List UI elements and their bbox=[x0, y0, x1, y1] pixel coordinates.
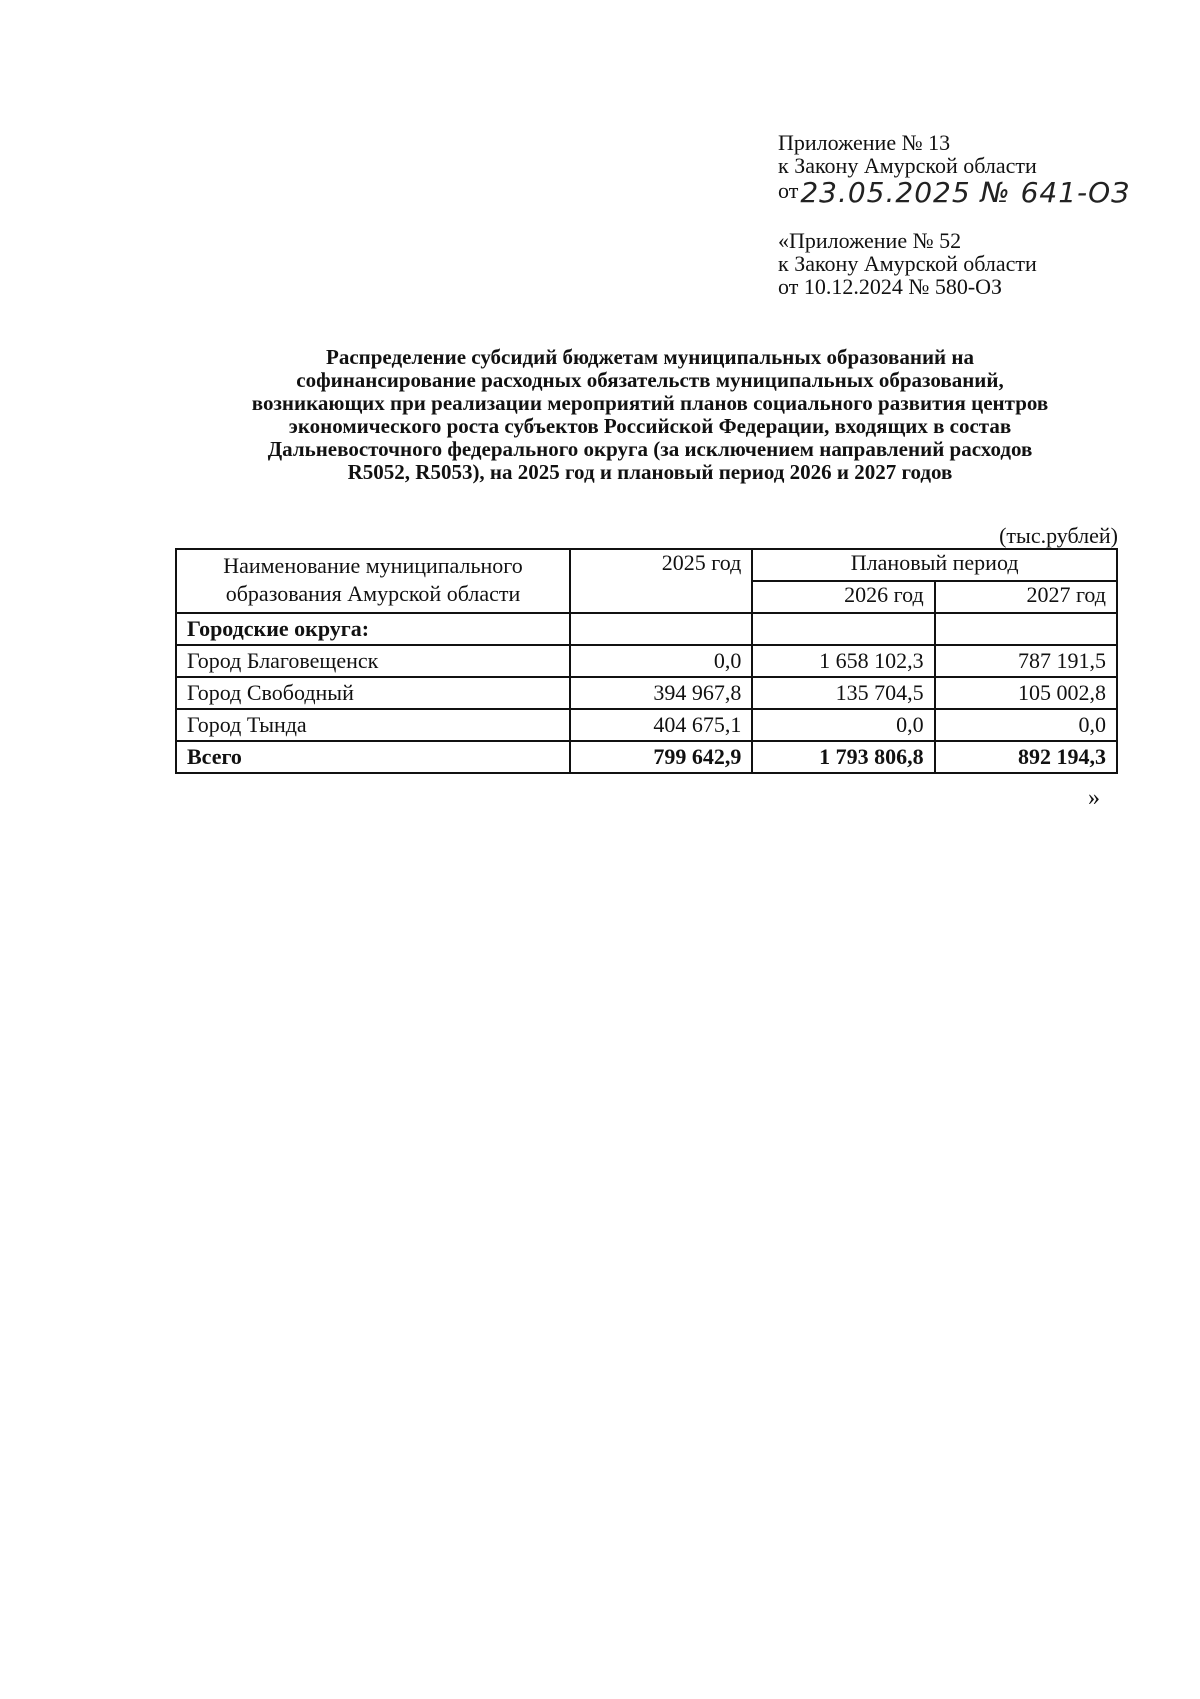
value-2025: 0,0 bbox=[570, 645, 752, 677]
original-appendix-number: «Приложение № 52 bbox=[778, 228, 962, 253]
value-2026: 135 704,5 bbox=[752, 677, 934, 709]
header-name-line: Наименование муниципального bbox=[223, 553, 523, 578]
law-reference: к Закону Амурской области bbox=[778, 153, 1037, 178]
title-line: возникающих при реализации мероприятий планов социального развития центров bbox=[251, 391, 1049, 415]
value-2027: 787 191,5 bbox=[935, 645, 1117, 677]
table-row bbox=[176, 677, 1117, 709]
law-date-line bbox=[778, 176, 1131, 209]
empty-cell bbox=[570, 613, 752, 645]
header-name-line: образования Амурской области bbox=[225, 581, 521, 606]
total-2025: 799 642,9 bbox=[570, 741, 752, 773]
value-2025: 394 967,8 bbox=[570, 677, 752, 709]
header-2027: 2027 год bbox=[935, 581, 1117, 613]
table-row bbox=[176, 709, 1117, 741]
value-2026: 0,0 bbox=[752, 709, 934, 741]
header-2025: 2025 год bbox=[570, 549, 752, 613]
empty-cell bbox=[752, 613, 934, 645]
original-law-reference: к Закону Амурской области bbox=[778, 251, 1037, 276]
value-2027: 105 002,8 bbox=[935, 677, 1117, 709]
appendix-original-block bbox=[778, 229, 1037, 298]
municipality-name: Город Тында bbox=[176, 709, 570, 741]
total-label: Всего bbox=[176, 741, 570, 773]
header-name-cell bbox=[176, 549, 570, 613]
title-line: софинансирование расходных обязательств муниципальных образований, bbox=[296, 368, 1004, 392]
total-2027: 892 194,3 bbox=[935, 741, 1117, 773]
empty-cell bbox=[935, 613, 1117, 645]
title-line: Дальневосточного федерального округа (за исключением направлений расходов bbox=[267, 437, 1033, 461]
allocation-table bbox=[175, 548, 1118, 774]
group-row bbox=[176, 613, 1117, 645]
original-law-date: от 10.12.2024 № 580-ОЗ bbox=[778, 274, 1003, 299]
group-label: Городские округа: bbox=[176, 613, 570, 645]
total-row bbox=[176, 741, 1117, 773]
units-label: (тыс.рублей) bbox=[999, 523, 1118, 548]
header-2026: 2026 год bbox=[752, 581, 934, 613]
title-line: R5052, R5053), на 2025 год и плановый период 2026 и 2027 годов bbox=[347, 460, 953, 484]
table-header-row bbox=[176, 549, 1117, 581]
document-title bbox=[170, 346, 1130, 484]
title-line: Распределение субсидий бюджетам муниципальных образований на bbox=[326, 345, 974, 369]
appendix-current-block bbox=[778, 130, 1131, 209]
value-2027: 0,0 bbox=[935, 709, 1117, 741]
value-2026: 1 658 102,3 bbox=[752, 645, 934, 677]
handwritten-date-number: 23.05.2025 № 641-ОЗ bbox=[800, 176, 1131, 209]
municipality-name: Город Свободный bbox=[176, 677, 570, 709]
municipality-name: Город Благовещенск bbox=[176, 645, 570, 677]
value-2025: 404 675,1 bbox=[570, 709, 752, 741]
closing-quote: » bbox=[1088, 785, 1100, 811]
date-prefix: от bbox=[778, 178, 799, 203]
title-line: экономического роста субъектов Российской Федерации, входящих в состав bbox=[288, 414, 1012, 438]
header-planned-period: Плановый период bbox=[752, 549, 1117, 581]
total-2026: 1 793 806,8 bbox=[752, 741, 934, 773]
appendix-number: Приложение № 13 bbox=[778, 130, 951, 155]
table-row bbox=[176, 645, 1117, 677]
